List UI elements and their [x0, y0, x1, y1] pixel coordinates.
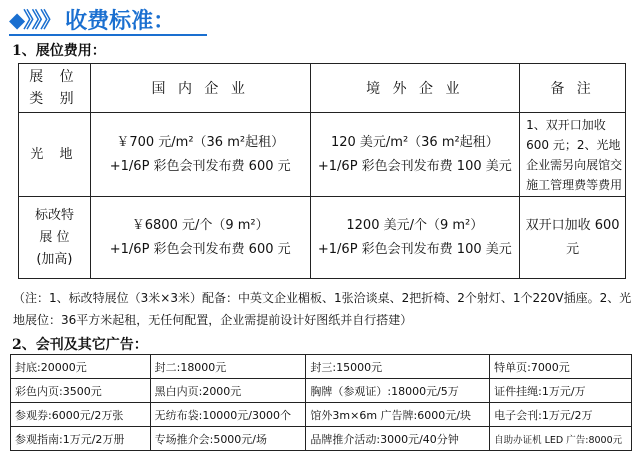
foreign-cell: [310, 113, 520, 197]
booth-notes: （注：1、标改特展位（3米×3米）配备：中英文企业楣板、1张洽谈桌、2把折椅、2个射灯、1个220V插座。2、光地展位：36平方米起租，无任何配置，企业需提前设计好图纸并自行搭建）: [13, 291, 632, 327]
category-cell: 标改特 展 位 (加高): [19, 197, 91, 279]
table-row: [19, 113, 626, 197]
ad-cell: 馆外3m×6m 广告牌:6000元/块: [306, 403, 490, 427]
advertising-table: [10, 354, 632, 451]
table-header-row: [19, 64, 626, 113]
ad-cell: 品牌推介活动:3000元/40分钟: [306, 427, 490, 451]
header-note: 备 注: [520, 64, 626, 113]
domestic-cell: [90, 197, 310, 279]
domestic-price: ￥700 元/m²（36 m²起租）: [116, 134, 285, 150]
ad-cell: 专场推介会:5000元/场: [150, 427, 306, 451]
domestic-fee: +1/6P 彩色会刊发布费 600 元: [109, 158, 291, 174]
ad-cell: 特单页:7000元: [490, 355, 632, 379]
heading-title: 收费标准：: [65, 7, 176, 34]
ad-cell: 封底:20000元: [11, 355, 151, 379]
ad-cell: 无纺布袋:10000元/3000个: [150, 403, 306, 427]
category-cell: 光 地: [19, 113, 91, 197]
booth-fee-table: [18, 63, 626, 279]
section-booth-fees: 1、展位费用：: [12, 43, 106, 59]
header-category: 展 位 类 别: [19, 64, 91, 113]
section-advertising: 2、会刊及其它广告：: [12, 337, 148, 353]
foreign-price: 1200 美元/个（9 m²）: [346, 217, 484, 233]
ad-cell: 参观券:6000元/2万张: [11, 403, 151, 427]
ad-cell: 封三:15000元: [306, 355, 490, 379]
table-row: [11, 403, 632, 427]
domestic-cell: [90, 113, 310, 197]
table-row: [11, 355, 632, 379]
ad-cell: 参观指南:1万元/2万册: [11, 427, 151, 451]
ad-cell: 自助办证机 LED 广告:8000元: [490, 427, 632, 451]
page-heading: [9, 4, 175, 34]
header-foreign: 境 外 企 业: [310, 64, 520, 113]
ad-cell: 胸牌（参观证）:18000元/5万: [306, 379, 490, 403]
ad-cell: 电子会刊:1万元/2万: [490, 403, 632, 427]
domestic-fee: +1/6P 彩色会刊发布费 600 元: [109, 241, 291, 257]
table-row: [11, 379, 632, 403]
domestic-price: ￥6800 元/个（9 m²）: [131, 217, 269, 233]
heading-underline: [9, 34, 207, 36]
note-cell: 1、双开口加收 600 元；2、光地企业需另向展馆交施工管理费等费用: [520, 113, 626, 197]
ad-cell: 封二:18000元: [150, 355, 306, 379]
table-row: [19, 197, 626, 279]
foreign-fee: +1/6P 彩色会刊发布费 100 美元: [317, 158, 512, 174]
table-row: [11, 427, 632, 451]
ad-cell: 证件挂绳:1万元/万: [490, 379, 632, 403]
foreign-fee: +1/6P 彩色会刊发布费 100 美元: [317, 241, 512, 257]
arrow-bullets-icon: ◆》》》: [9, 8, 60, 32]
note-cell: 双开口加收 600 元: [520, 197, 626, 279]
foreign-cell: [310, 197, 520, 279]
ad-cell: 黑白内页:2000元: [150, 379, 306, 403]
ad-cell: 彩色内页:3500元: [11, 379, 151, 403]
foreign-price: 120 美元/m²（36 m²起租）: [330, 134, 499, 150]
header-domestic: 国 内 企 业: [90, 64, 310, 113]
